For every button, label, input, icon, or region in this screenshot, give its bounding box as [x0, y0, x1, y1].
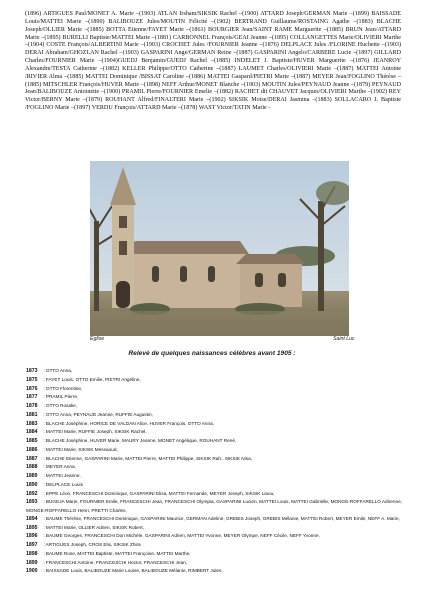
birth-entry-1894 [26, 515, 404, 524]
birth-names: : EPPE Léon, FRANCESCHI Dominique, GASPARINI Elisa, MATTEI Fernande, MEYER Joseph, SIKSIK Liaou, [43, 490, 275, 496]
birth-year: 1881 [26, 411, 38, 418]
birth-names: : BLACHE Etienne, GASPARINI Marie, MATTEI Pierre, MATTEI Philippe, SIKSIK Rah., SIKSIK Nisa, [43, 455, 252, 461]
birth-entry-1886 [26, 446, 404, 455]
birth-year: 1873 [26, 368, 38, 374]
birth-entry-1878 [26, 402, 404, 411]
photo-caption-right: Saint Luc [333, 336, 355, 342]
birth-year: 1889 [26, 473, 38, 479]
birth-year: 1890 [26, 481, 38, 488]
birth-names: : MEYER Anna, [43, 464, 76, 470]
birth-entry-1876 [26, 385, 404, 394]
birth-year: 1892 [26, 490, 38, 497]
birth-year: 1886 [26, 446, 38, 453]
birth-names: : PRAMIL Pierre, [43, 394, 79, 400]
birth-entry-1888 [26, 463, 404, 472]
birth-names: : ARTIGUES Joseph, CROS Elsi, SIKSIK Zhira [43, 542, 141, 547]
top-paragraph: (1896) ARTIGUES Paul/MONET A. Marie –(1903) ATLAN Irsham/SIKSIK Rachel –(1900) ATTARD Joseph/GERMAN Marie –(1899) BAISSADE Louis/MATTEI Marie –(1890) BALIBOUZE Jules/MOUTIN Félicité –(1902) BERTRAND Guillaume/ROSTAING Agathe –(1883) BLACHE Joseph/OLLIER Marie –(1885) BOTTA Etienne/FAYET Marie –(1861) BOURGIER Jean/SAINT RAME Marguerite –(1885) BRUN Jean/ATTARD Marie –(1895) BURELLI Baptiste/MATTEI Marie –(1881) CARBONNEL François/GEAI Jeanne –(1895) COLLANGETTES Marie/OLIVIERI Marthe –(1904) COSTE François/ALBERTINI Marie –(1903) CROCHET Jules /FOURNIER Jeanne –(1876) DELPLACE Jules /FLORINE Huchette –(1903) DERAI Abraham/GHOZLAN Rachel –(1903) GASPARINI Ange/GERMAN Reine –(1887) GASPARINI Angelo/CARBERE Lucie –(1897) GILLARD Charles/FOURNIER Marie –(1904)GUEDJ Benjamin/GUEDJ Rachel –(1885) INDELET J. Baptiste/HUVER Marguerite –(1876) JEANROY Alexandre/TESTA Catherine –(1882) KELLER Philippe/OTTO Catherine –(1887) LAUMET Charles/OLIVIERI Marie –(1887) MATTEI Antoine /RIVIER Alma –(1885) MATTEI Dominique /BISSAT Caroline –(1886) MATTEI Gaspard/PIETRI Marie –(1887) MEYER Jean/FOGLINO Thérèse –(1885) MITSCHLER François/HUVER Marie –(1898) NEFF Arthur/MONET Blanche –(1903) MOUTIN Jules/PEYNAUD Jeanne –(1879) PEYNAUD Jean/BALIBOUZE Antoinette –(1900) PRAMIL Pierre/FOURNIER Emelie –(1882) RACHET dit CHAUVET Jacques/OLIVIERI Marthe –(1902) REY Victor/BERNY Marie –(1879) ROUHANT Alfred/FINALTERI Marie –(1902) SIKSIK Moise/DERAI Jasmina –(1883) SOLLACARO J. Baptiste /FOGLINO Marie –(1897) VERDU François/ATTARD Marie –(1878) WAST Victor/TATIN Marie - [25, 11, 401, 112]
birth-names: : DELPLACE Louis [43, 481, 83, 487]
birth-year: 1898 [26, 550, 38, 557]
section-heading: Relevé de quelques naissances célèbres avant 1905 : [128, 350, 296, 357]
birth-names: : OTTO Rosalie, [43, 403, 78, 408]
birth-names: : MATTEI Jeanne, [43, 473, 81, 478]
birth-entry-1899 [26, 559, 404, 568]
birth-year: 1899 [26, 559, 38, 566]
birth-names: : BAUME Georges, FRANCESCHI Don Michèle, GASPARINI Adrien, MATTEI Yvonne, MEYER Olympe, NEFF Cécile, NEFF Yvonne, [43, 533, 320, 539]
birth-names: : BAUME Rose, MATTEI Baptiste, MATTEI Françoise, MATTEI Marthe, [43, 550, 191, 556]
birth-year: 1877 [26, 394, 38, 401]
birth-names: : MATTEI Marie, RUFFIE Joseph, SIKSIK Rachel, [43, 429, 147, 435]
birth-entry-1887 [26, 455, 404, 464]
birth-names: : OTTO Anna, [43, 368, 73, 373]
birth-year: 1878 [26, 403, 38, 409]
birth-year: 1893 [26, 499, 38, 506]
birth-entry-1897 [26, 541, 404, 550]
photo-caption-left: Eglise [90, 336, 105, 342]
birth-year: 1895 [26, 524, 38, 531]
birth-entry-1898 [26, 550, 404, 559]
birth-year: 1900 [26, 568, 38, 575]
birth-entry-1892 [26, 490, 404, 499]
birth-entry-1889 [26, 472, 404, 481]
birth-names: : MATTEI Marie, OLLIER Adrien, SIKSIK Robert, [43, 524, 145, 530]
birth-entry-1877 [26, 393, 404, 402]
birth-year: 1888 [26, 464, 38, 471]
birth-names: : BAISSADE Louis, BALIBOUZE Marie Louise, BALIBOUZE Mélanie, RIMBERT Jules, [43, 568, 223, 574]
birth-year: 1897 [26, 542, 38, 548]
birth-names: : BLACHE Joséphine, HORICE DE VALDAN Alice, HUVER François, OTTO Anna, [43, 420, 215, 426]
church-photo [90, 161, 349, 336]
birth-entry-1893 [26, 498, 404, 515]
birth-names: : OTTO Florentine, [43, 385, 83, 391]
birth-entry-1881 [26, 411, 404, 420]
birth-entry-1896 [26, 532, 404, 541]
birth-names: : BLACHE Joséphine, HUVER Marie, MAURY Jeanne, MONET Angélique, ROUHANT René, [43, 438, 237, 443]
birth-names: : FAYET Louis, OTTO Emilie, PIETRI Angéline, [43, 376, 141, 382]
birth-entry-1885 [26, 437, 404, 446]
church-photo-illustration [90, 161, 349, 336]
birth-names: : BUGEJA Marie, FOURNIER Emile, FRANCESCHI Jean, FRANCESCHI Olympia, GASPARINI Lucien, MATTEI Louis, MATTEI Gabrielle, MONGE-ROFFARELLO Adrienne, MONGE-ROFFARELLO Henri, PRETTI Charles, [26, 499, 402, 513]
birth-entry-1900 [26, 567, 404, 576]
birth-year: 1887 [26, 455, 38, 462]
birth-year: 1884 [26, 429, 38, 436]
birth-entry-1873 [26, 367, 404, 376]
births-list [26, 367, 404, 576]
birth-entry-1895 [26, 524, 404, 533]
birth-year: 1883 [26, 420, 38, 427]
birth-entry-1883 [26, 420, 404, 429]
birth-names: : FRANCESCHI Antoine, FRANCESCHI Hector, FRANCESCHI Jean, [43, 559, 188, 565]
birth-entry-1884 [26, 428, 404, 437]
birth-year: 1885 [26, 438, 38, 444]
birth-entry-1890 [26, 481, 404, 490]
birth-names: : OTTO Anna, PEYNAUD Jeanne, RUFFIE Augustin, [43, 411, 153, 417]
birth-names: : MATTEI Marie, SIKSIK Messaoud, [43, 446, 118, 452]
birth-names: : BAUME Thérèse, FRANCESCHI Dominique, GASPARINI Maurice, GERMAN Adeline, GREBIS Joseph, GREBIS Mélanie, MATTEI Robert, MEYER Emile, NEFF A. Marie, [43, 515, 400, 521]
birth-year: 1876 [26, 385, 38, 392]
birth-year: 1894 [26, 515, 38, 522]
birth-entry-1875 [26, 376, 404, 385]
birth-year: 1875 [26, 376, 38, 383]
birth-year: 1896 [26, 533, 38, 540]
